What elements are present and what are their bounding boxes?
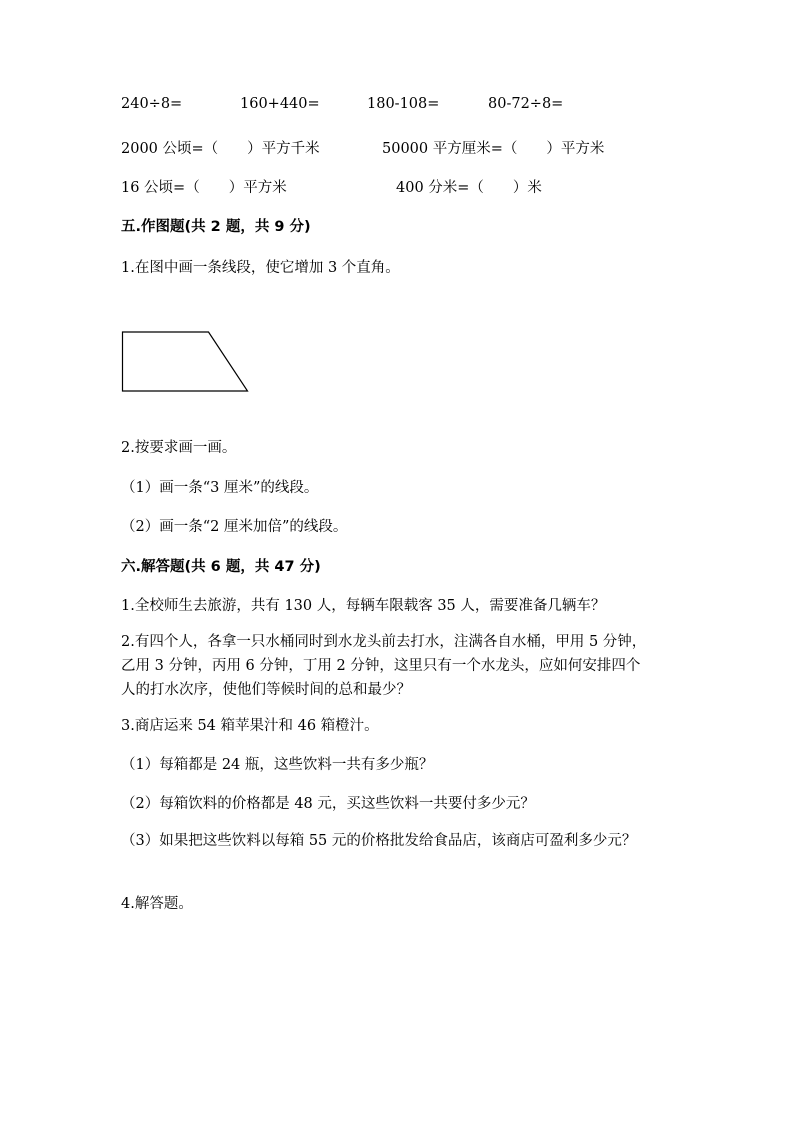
section-6-question-1: 1.全校师生去旅游，共有 130 人，每辆车限载客 35 人，需要准备几辆车？: [121, 598, 606, 614]
calc-item-3: 180-108=: [367, 96, 440, 112]
section-5-title: 五.作图题(共 2 题，共 9 分): [121, 219, 311, 235]
calc-item-1: 240÷8=: [121, 96, 183, 112]
section-5-question-2-part-2: （2）画一条“2 厘米加倍”的线段。: [121, 519, 348, 535]
section-6-question-3-part-3: （3）如果把这些饮料以每箱 55 元的价格批发给食品店，该商店可盈利多少元？: [121, 833, 637, 849]
section-6-title: 六.解答题(共 6 题，共 47 分): [121, 559, 321, 575]
calc-item-2: 160+440=: [240, 96, 320, 112]
section-6-question-3-part-2: （2）每箱饮料的价格都是 48 元，买这些饮料一共要付多少元？: [121, 796, 535, 812]
section-6-question-4: 4.解答题。: [121, 896, 193, 912]
calc-item-4: 80-72÷8=: [488, 96, 564, 112]
section-5-question-2-part-1: （1）画一条“3 厘米”的线段。: [121, 480, 319, 496]
conversion-item-4: 400 分米=（ ）米: [396, 180, 542, 196]
section-5-question-1: 1.在图中画一条线段，使它增加 3 个直角。: [121, 260, 400, 276]
section-6-question-2: 2.有四个人，各拿一只水桶同时到水龙头前去打水，注满各自水桶，甲用 5 分钟，乙用 3 分钟，丙用 6 分钟，丁用 2 分钟，这里只有一个水龙头，应如何安排四个人的打水次序，使他们等候时间的总和最少？: [121, 634, 647, 698]
conversion-item-1: 2000 公顷=（ ）平方千米: [121, 141, 320, 157]
section-5-question-2: 2.按要求画一画。: [121, 440, 237, 456]
section-6-question-3: 3.商店运来 54 箱苹果汁和 46 箱橙汁。: [121, 718, 379, 734]
section-6-question-3-part-1: （1）每箱都是 24 瓶，这些饮料一共有多少瓶？: [121, 757, 434, 773]
trapezoid-figure: [118, 329, 252, 395]
conversion-item-2: 50000 平方厘米=（ ）平方米: [382, 141, 605, 157]
conversion-item-3: 16 公顷=（ ）平方米: [121, 180, 287, 196]
